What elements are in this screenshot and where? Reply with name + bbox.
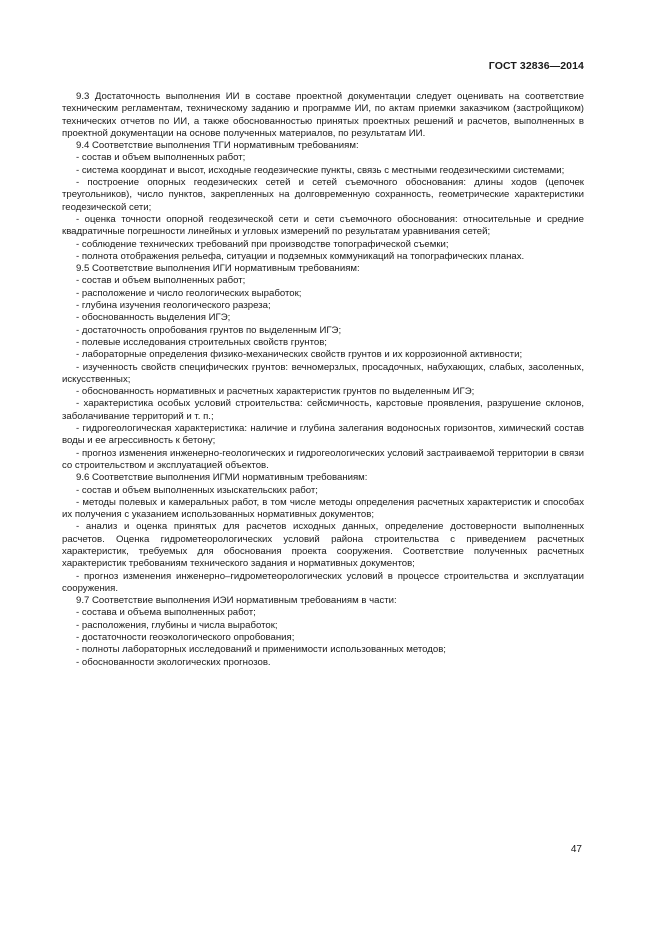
- list-item: - изученность свойств специфических грунтов: вечномерзлых, просадочных, набухающих, слабых, засоленных, искусственных;: [62, 361, 584, 385]
- list-item: - прогноз изменения инженерно-геологических и гидрогеологических условий застраиваемой территории в связи со строительством и эксплуатацией объектов.: [62, 447, 584, 471]
- list-item: - достаточности геоэкологического опробования;: [76, 632, 295, 644]
- list-item: - лабораторные определения физико-механических свойств грунтов и их коррозионной активности;: [76, 349, 523, 361]
- list-item: - построение опорных геодезических сетей и сетей съемочного обоснования: длины ходов (цепочек треугольников), число пунктов, закрепленных на долговременную сохранность, геометрические характеристики геодезической сети;: [62, 177, 584, 213]
- list-item: - состав и объем выполненных работ;: [76, 275, 246, 287]
- list-item: - состав и объем выполненных работ;: [76, 152, 246, 164]
- list-item: - гидрогеологическая характеристика: наличие и глубина залегания водоносных горизонтов, химический состав воды и ее агрессивность к бетону;: [62, 423, 584, 447]
- section-heading-9-5: 9.5 Соответствие выполнения ИГИ нормативным требованиям:: [76, 263, 360, 275]
- list-item: - состава и объема выполненных работ;: [76, 607, 256, 619]
- list-item: - анализ и оценка принятых для расчетов исходных данных, определение достоверности выполненных расчетов. Оценка гидрометеорологических условий района строительства с приведением расчетных характеристик, требуемых для обоснования проекта сооружения. Соответствие полученных расчетных характеристик требованиям технического задания и нормативных документов;: [62, 521, 584, 570]
- list-item: - система координат и высот, исходные геодезические пункты, связь с местными геодезическими системами;: [76, 164, 565, 176]
- list-item: - состав и объем выполненных изыскательских работ;: [76, 484, 318, 496]
- section-heading-9-6: 9.6 Соответствие выполнения ИГМИ нормативным требованиям:: [76, 472, 368, 484]
- document-code-header: ГОСТ 32836—2014: [488, 60, 584, 72]
- list-item: - обоснованности экологических прогнозов.: [76, 656, 271, 668]
- list-item: - полноты лабораторных исследований и применимости использованных методов;: [76, 644, 446, 656]
- list-item: - расположения, глубины и числа выработок;: [76, 619, 278, 631]
- section-heading-9-7: 9.7 Соответствие выполнения ИЭИ нормативным требованиям в части:: [76, 595, 397, 607]
- section-heading-9-4: 9.4 Соответствие выполнения ТГИ нормативным требованиям:: [76, 140, 359, 152]
- list-item: - методы полевых и камеральных работ, в том числе методы определения расчетных характеристик и способах их получения с указанием использованных нормативных документов;: [62, 496, 584, 521]
- document-body: [62, 91, 584, 669]
- list-item: - расположение и число геологических выработок;: [76, 287, 302, 299]
- list-item: - обоснованность выделения ИГЭ;: [76, 312, 231, 324]
- list-item: - характеристика особых условий строительства: сейсмичность, карстовые проявления, разрушение склонов, заболачивание территорий и т. п.;: [62, 398, 584, 422]
- list-item: - полнота отображения рельефа, ситуации и подземных коммуникаций на топографических планах.: [76, 250, 525, 262]
- list-item: - полевые исследования строительных свойств грунтов;: [76, 336, 327, 348]
- list-item: - соблюдение технических требований при производстве топографической съемки;: [76, 238, 449, 250]
- paragraph-9-3: 9.3 Достаточность выполнения ИИ в составе проектной документации следует оценивать на соответствие техническим регламентам, техническому заданию и программе ИИ, по актам приемки заказчиком (застройщиком) технических отчетов по ИИ, а также обоснованностью принятых проектных решений и расчетов, выполненных в проектной документации на основе полученных материалов, по результатам ИИ.: [62, 91, 584, 139]
- list-item: - прогноз изменения инженерно–гидрометеорологических условий в процессе строительства и эксплуатации сооружения.: [62, 570, 584, 594]
- list-item: - глубина изучения геологического разреза;: [76, 300, 271, 312]
- page-number: 47: [570, 844, 582, 855]
- list-item: - оценка точности опорной геодезической сети и сети съемочного обоснования: относительные и средние квадратичные погрешности линейных и угловых измерений по результатам уравнивания сетей;: [62, 213, 584, 238]
- list-item: - обоснованность нормативных и расчетных характеристик грунтов по выделенным ИГЭ;: [76, 386, 475, 398]
- list-item: - достаточность опробования грунтов по выделенным ИГЭ;: [76, 324, 342, 336]
